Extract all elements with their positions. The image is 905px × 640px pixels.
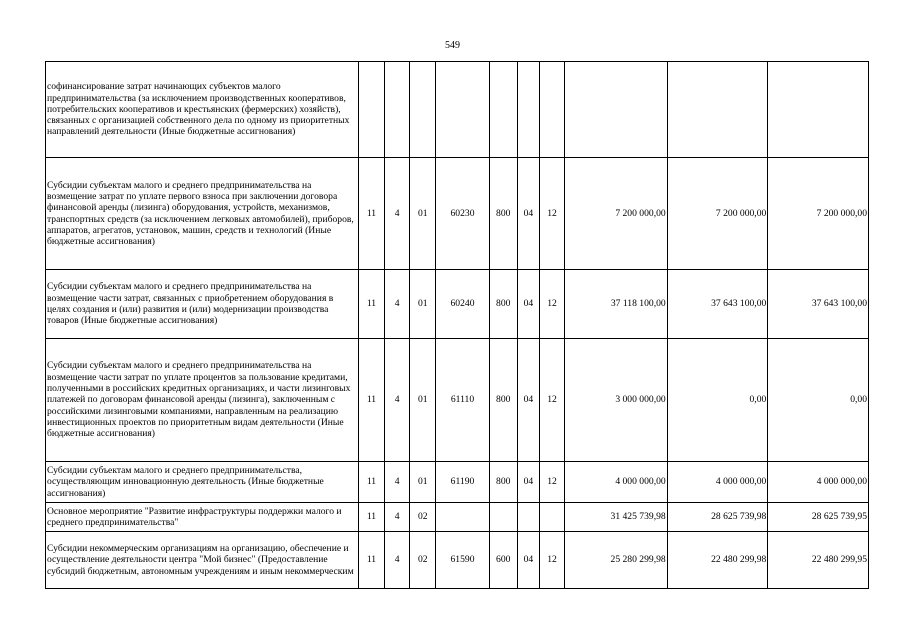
- table-row: [46, 339, 869, 462]
- section-code: 04: [517, 339, 539, 462]
- program-code: 11: [358, 270, 384, 339]
- program-code: 11: [358, 339, 384, 462]
- program-code: 11: [358, 158, 384, 270]
- subprogram-code: 4: [385, 532, 410, 589]
- row-name: Субсидии субъектам малого и среднего предпринимательства на возмещение части затрат по уплате процентов за пользование кредитами, полученными в российских кредитных организациях, и части лизинговых платежей по договорам финансовой аренды (лизинга), заключенным с российскими лизинговыми компаниями, направленным на реализацию инвестиционных проектов по приоритетным видам деятельности (Иные бюджетные ассигнования): [46, 339, 359, 462]
- subsection-code: 12: [539, 270, 564, 339]
- amount-year-1: 25 280 299,98: [565, 532, 668, 589]
- subprogram-code: 4: [385, 503, 410, 532]
- amount-year-3: 4 000 000,00: [768, 462, 869, 503]
- amount-year-2: [667, 62, 768, 158]
- amount-year-2: 7 200 000,00: [667, 158, 768, 270]
- section-code: [517, 62, 539, 158]
- direction-code: 60240: [436, 270, 489, 339]
- amount-year-1: 37 118 100,00: [565, 270, 668, 339]
- event-code: 01: [410, 462, 436, 503]
- section-code: 04: [517, 158, 539, 270]
- subsection-code: 12: [539, 462, 564, 503]
- subprogram-code: [385, 62, 410, 158]
- table-row: [46, 503, 869, 532]
- section-code: 04: [517, 532, 539, 589]
- row-name: Основное мероприятие "Развитие инфраструктуры поддержки малого и среднего предпринимательства": [46, 503, 359, 532]
- program-code: 11: [358, 462, 384, 503]
- amount-year-2: 0,00: [667, 339, 768, 462]
- subsection-code: 12: [539, 532, 564, 589]
- event-code: 02: [410, 503, 436, 532]
- amount-year-3: 22 480 299,95: [768, 532, 869, 589]
- subsection-code: [539, 62, 564, 158]
- direction-code: 60230: [436, 158, 489, 270]
- event-code: 01: [410, 339, 436, 462]
- event-code: 02: [410, 532, 436, 589]
- direction-code: 61190: [436, 462, 489, 503]
- amount-year-1: 31 425 739,98: [565, 503, 668, 532]
- amount-year-3: 0,00: [768, 339, 869, 462]
- amount-year-3: 28 625 739,95: [768, 503, 869, 532]
- section-code: [517, 503, 539, 532]
- amount-year-3: 37 643 100,00: [768, 270, 869, 339]
- subprogram-code: 4: [385, 339, 410, 462]
- row-name: Субсидии субъектам малого и среднего предпринимательства на возмещение части затрат, связанных с приобретением оборудования в целях создания и (или) развития и (или) модернизации производства товаров (Иные бюджетные ассигнования): [46, 270, 359, 339]
- amount-year-1: 7 200 000,00: [565, 158, 668, 270]
- budget-table: [45, 61, 869, 589]
- direction-code: [436, 62, 489, 158]
- section-code: 04: [517, 462, 539, 503]
- table-row: [46, 62, 869, 158]
- page-number: 549: [445, 40, 460, 51]
- row-name: софинансирование затрат начинающих субъектов малого предпринимательства (за исключением производственных кооперативов, потребительских кооперативов и крестьянских (фермерских) хозяйств), связанных с организацией собственного дела по одному из приоритетных направлений деятельности (Иные бюджетные ассигнования): [46, 62, 359, 158]
- row-name: Субсидии некоммерческим организациям на организацию, обеспечение и осуществление деятельности центра "Мой бизнес" (Предоставление субсидий бюджетным, автономным учреждениям и иным некоммерческим: [46, 532, 359, 589]
- row-name: Субсидии субъектам малого и среднего предпринимательства, осуществляющим инновационную деятельность (Иные бюджетные ассигнования): [46, 462, 359, 503]
- subprogram-code: 4: [385, 270, 410, 339]
- event-code: [410, 62, 436, 158]
- amount-year-2: 28 625 739,98: [667, 503, 768, 532]
- expense-type-code: [489, 62, 517, 158]
- section-code: 04: [517, 270, 539, 339]
- event-code: 01: [410, 270, 436, 339]
- program-code: [358, 62, 384, 158]
- expense-type-code: [489, 503, 517, 532]
- subprogram-code: 4: [385, 158, 410, 270]
- amount-year-2: 4 000 000,00: [667, 462, 768, 503]
- subprogram-code: 4: [385, 462, 410, 503]
- table-row: [46, 462, 869, 503]
- subsection-code: 12: [539, 158, 564, 270]
- amount-year-2: 37 643 100,00: [667, 270, 768, 339]
- amount-year-1: 4 000 000,00: [565, 462, 668, 503]
- expense-type-code: 800: [489, 339, 517, 462]
- expense-type-code: 600: [489, 532, 517, 589]
- amount-year-1: 3 000 000,00: [565, 339, 668, 462]
- subsection-code: [539, 503, 564, 532]
- table-row: [46, 270, 869, 339]
- table-row: [46, 532, 869, 589]
- direction-code: [436, 503, 489, 532]
- direction-code: 61110: [436, 339, 489, 462]
- amount-year-2: 22 480 299,98: [667, 532, 768, 589]
- amount-year-3: [768, 62, 869, 158]
- expense-type-code: 800: [489, 158, 517, 270]
- expense-type-code: 800: [489, 270, 517, 339]
- expense-type-code: 800: [489, 462, 517, 503]
- event-code: 01: [410, 158, 436, 270]
- row-name: Субсидии субъектам малого и среднего предпринимательства на возмещение затрат по уплате первого взноса при заключении договора финансовой аренды (лизинга) оборудования, устройств, механизмов, транспортных средств (за исключением легковых автомобилей), приборов, аппаратов, агрегатов, установок, машин, средств и технологий (Иные бюджетные ассигнования): [46, 158, 359, 270]
- subsection-code: 12: [539, 339, 564, 462]
- direction-code: 61590: [436, 532, 489, 589]
- amount-year-1: [565, 62, 668, 158]
- table-row: [46, 158, 869, 270]
- program-code: 11: [358, 532, 384, 589]
- amount-year-3: 7 200 000,00: [768, 158, 869, 270]
- program-code: 11: [358, 503, 384, 532]
